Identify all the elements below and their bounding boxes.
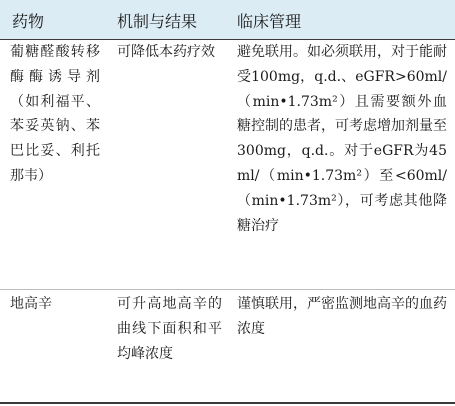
- table-bottom-rule: [0, 402, 455, 404]
- header-mechanism: 机制与结果: [117, 12, 198, 31]
- table-header: [0, 0, 455, 39]
- row1-management: 避免联用。如必须联用，对于能耐受100mg，q.d.、eGFR>60ml/（min•1.73m²）且需要额外血糖控制的患者，可考虑增加剂量至300mg，q.d.。对于eGFR为45ml/（min•1.73m²）至<60ml/（min•1.73m²），可考虑其他降糖治疗: [237, 44, 447, 234]
- header-drug: 药物: [12, 12, 45, 31]
- row1-mechanism: 可降低本药疗效: [117, 44, 215, 60]
- row2-mechanism: 可升高地高辛的曲线下面积和平均峰浓度: [117, 296, 222, 362]
- row-divider: [0, 289, 455, 290]
- header-management: 临床管理: [237, 12, 302, 31]
- row2-drug: 地高辛: [10, 296, 52, 312]
- row1-drug: 葡糖醛酸转移酶酶诱导剂（如利福平、苯妥英钠、苯巴比妥、利托那韦）: [10, 44, 100, 184]
- row2-management: 谨慎联用，严密监测地高辛的血药浓度: [237, 296, 447, 337]
